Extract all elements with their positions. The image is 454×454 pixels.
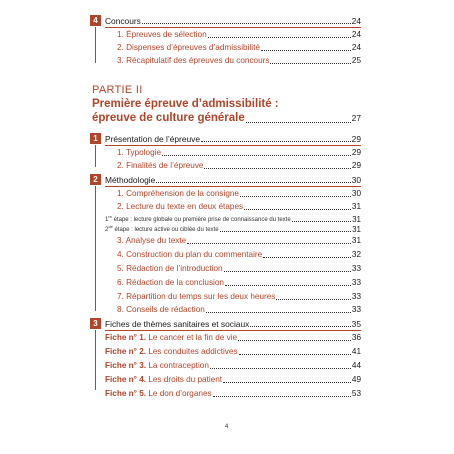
toc-entry-fiche[interactable] bbox=[105, 389, 361, 399]
fiche-prefix: Fiche n° 3. bbox=[105, 361, 147, 370]
fiche-prefix: Fiche n° 2. bbox=[105, 347, 147, 356]
toc-entry-title: 1. Typologie bbox=[117, 148, 162, 157]
toc-entry-title bbox=[105, 333, 237, 343]
toc-entry-page: 24 bbox=[351, 30, 361, 39]
section-underline bbox=[105, 145, 361, 146]
toc-entry-title: 4. Construction du plan du commentaire bbox=[117, 250, 263, 259]
toc-entry-page: 33 bbox=[351, 264, 361, 273]
toc-entry-page: 32 bbox=[351, 250, 361, 259]
toc-entry-page: 30 bbox=[351, 175, 361, 185]
section-underline bbox=[105, 330, 361, 331]
toc-entry-title: Concours bbox=[105, 16, 141, 26]
section-underline bbox=[105, 27, 361, 28]
toc-entry-page: 33 bbox=[351, 305, 361, 314]
dot-leader bbox=[225, 285, 351, 286]
toc-entry-page: 31 bbox=[352, 225, 361, 234]
toc-entry-page: 35 bbox=[351, 319, 361, 329]
step-ordinal: 2 bbox=[105, 227, 109, 233]
fiche-prefix: Fiche n° 4. bbox=[105, 375, 147, 384]
dot-leader bbox=[244, 209, 351, 210]
dot-leader bbox=[240, 196, 351, 197]
section-number-badge: 3 bbox=[90, 318, 101, 329]
fiche-title: La contraception bbox=[148, 361, 209, 370]
toc-entry-subsection[interactable] bbox=[117, 56, 361, 66]
toc-entry-title: 5. Rédaction de l’introduction bbox=[117, 264, 223, 273]
section-number-badge: 1 bbox=[90, 133, 101, 144]
dot-leader bbox=[276, 299, 351, 300]
toc-entry-page: 24 bbox=[351, 43, 361, 52]
toc-entry-page: 49 bbox=[351, 375, 361, 384]
dot-leader bbox=[292, 221, 351, 222]
step-ordinal-suffix: re bbox=[108, 214, 112, 219]
toc-entry-title: 3. Récapitulatif des épreuves du concours bbox=[117, 56, 270, 65]
dot-leader bbox=[208, 37, 351, 38]
fiche-prefix: Fiche n° 1. bbox=[105, 333, 147, 342]
toc-entry-page: 29 bbox=[351, 134, 361, 144]
toc-entry-section[interactable] bbox=[105, 175, 361, 185]
toc-entry-title: Fiches de thèmes sanitaires et sociaux bbox=[105, 319, 250, 329]
dot-leader bbox=[270, 63, 350, 64]
toc-entry-subsection[interactable] bbox=[117, 305, 361, 315]
step-ordinal-suffix: de bbox=[108, 224, 113, 229]
section-number-badge: 2 bbox=[90, 174, 101, 185]
toc-entry-fiche[interactable] bbox=[105, 375, 361, 385]
toc-entry-page: 29 bbox=[351, 161, 361, 170]
toc-entry-title: 1. Épreuves de sélection bbox=[117, 30, 207, 39]
section-underline bbox=[105, 186, 361, 187]
toc-entry-subsection[interactable] bbox=[117, 278, 361, 288]
toc-entry-section[interactable] bbox=[105, 134, 361, 144]
dot-leader bbox=[210, 368, 351, 369]
toc-entry-page: 33 bbox=[351, 278, 361, 287]
page-number: 4 bbox=[225, 424, 229, 430]
dot-leader bbox=[204, 168, 350, 169]
toc-entry-section[interactable] bbox=[105, 16, 361, 26]
toc-entry-page: 44 bbox=[351, 361, 361, 370]
toc-entry-title: 2. Finalités de l’épreuve bbox=[117, 161, 204, 170]
dot-leader bbox=[250, 326, 350, 327]
dot-leader bbox=[201, 141, 351, 142]
step-text: étape : lecture active ou ciblée du texte bbox=[112, 227, 219, 233]
dot-leader bbox=[213, 396, 351, 397]
toc-entry-page: 27 bbox=[351, 113, 361, 123]
toc-entry-title: 2. Lecture du texte en deux étapes bbox=[117, 202, 244, 211]
toc-entry-page: 53 bbox=[351, 389, 361, 398]
toc-entry-page: 31 bbox=[352, 215, 361, 224]
dot-leader bbox=[162, 155, 351, 156]
dot-leader bbox=[261, 50, 351, 51]
toc-entry-subsection[interactable] bbox=[117, 189, 361, 199]
toc-entry-title: 3. Analyse du texte bbox=[117, 236, 187, 245]
section-vertical-rule bbox=[95, 330, 96, 390]
toc-entry-step[interactable] bbox=[105, 216, 361, 224]
toc-entry-page: 33 bbox=[351, 292, 361, 301]
toc-entry-section[interactable] bbox=[105, 319, 361, 329]
section-vertical-rule bbox=[95, 27, 96, 63]
step-text: étape : lecture globale ou première prise de connaissance du texte bbox=[111, 217, 291, 223]
toc-entry-title: 8. Conseils de rédaction bbox=[117, 305, 205, 314]
toc-entry-page: 25 bbox=[351, 56, 361, 65]
toc-entry-title bbox=[105, 347, 238, 357]
dot-leader bbox=[223, 382, 351, 383]
toc-entry-subsection[interactable] bbox=[117, 202, 361, 212]
toc-entry-page: 29 bbox=[351, 148, 361, 157]
part-title-line2: épreuve de culture générale bbox=[92, 112, 245, 124]
toc-entry-subsection[interactable] bbox=[117, 43, 361, 53]
toc-entry-page: 31 bbox=[351, 236, 361, 245]
dot-leader bbox=[246, 122, 351, 123]
toc-entry-subsection[interactable] bbox=[117, 264, 361, 274]
fiche-title: Le cancer et la fin de vie bbox=[148, 333, 238, 342]
dot-leader bbox=[156, 182, 350, 183]
toc-entry-page: 24 bbox=[351, 16, 361, 26]
toc-entry-page: 41 bbox=[351, 347, 361, 356]
dot-leader bbox=[142, 23, 351, 24]
toc-entry-subsection[interactable] bbox=[117, 161, 361, 171]
toc-entry-fiche[interactable] bbox=[105, 347, 361, 357]
dot-leader bbox=[239, 354, 351, 355]
toc-entry-title: 7. Répartition du temps sur les deux heures bbox=[117, 292, 276, 301]
toc-entry-fiche[interactable] bbox=[105, 333, 361, 343]
toc-entry-title bbox=[105, 361, 209, 371]
toc-entry-fiche[interactable] bbox=[105, 361, 361, 371]
section-vertical-rule bbox=[95, 145, 96, 167]
step-ordinal: 1 bbox=[105, 217, 109, 223]
toc-entry-title bbox=[105, 226, 219, 234]
toc-entry-subsection[interactable] bbox=[117, 292, 361, 302]
toc-entry-subsection[interactable] bbox=[117, 236, 361, 246]
fiche-title: Les droits du patient bbox=[148, 375, 223, 384]
fiche-title: Les conduites addictives bbox=[148, 347, 238, 356]
dot-leader bbox=[220, 231, 352, 232]
toc-entry-page: 30 bbox=[351, 189, 361, 198]
dot-leader bbox=[224, 271, 351, 272]
toc-entry-title bbox=[105, 389, 212, 399]
toc-entry-title bbox=[105, 216, 291, 224]
fiche-prefix: Fiche n° 5. bbox=[105, 389, 147, 398]
dot-leader bbox=[206, 312, 351, 313]
toc-entry-title: Méthodologie bbox=[105, 175, 156, 185]
toc-entry-subsection[interactable] bbox=[117, 30, 361, 40]
fiche-title: Le don d’organes bbox=[148, 389, 212, 398]
toc-entry-page: 36 bbox=[351, 333, 361, 342]
toc-entry-subsection[interactable] bbox=[117, 148, 361, 158]
section-number-badge: 4 bbox=[90, 15, 101, 26]
dot-leader bbox=[187, 243, 351, 244]
toc-entry-title: Présentation de l’épreuve bbox=[105, 134, 200, 144]
part-title-line1: Première épreuve d’admissibilité : bbox=[92, 98, 279, 110]
dot-leader bbox=[263, 257, 351, 258]
toc-entry-title: 2. Dispenses d’épreuves d’admissibilité bbox=[117, 43, 260, 52]
toc-entry-title: 6. Rédaction de la conclusion bbox=[117, 278, 224, 287]
toc-entry-title bbox=[105, 375, 222, 385]
section-vertical-rule bbox=[95, 186, 96, 311]
part-label: PARTIE II bbox=[92, 84, 143, 96]
toc-entry-step[interactable] bbox=[105, 226, 361, 234]
toc-entry-subsection[interactable] bbox=[117, 250, 361, 260]
toc-entry-title: 1. Compréhension de la consigne bbox=[117, 189, 239, 198]
dot-leader bbox=[238, 340, 351, 341]
toc-entry-page: 31 bbox=[351, 202, 361, 211]
toc-entry-part[interactable] bbox=[92, 112, 361, 125]
